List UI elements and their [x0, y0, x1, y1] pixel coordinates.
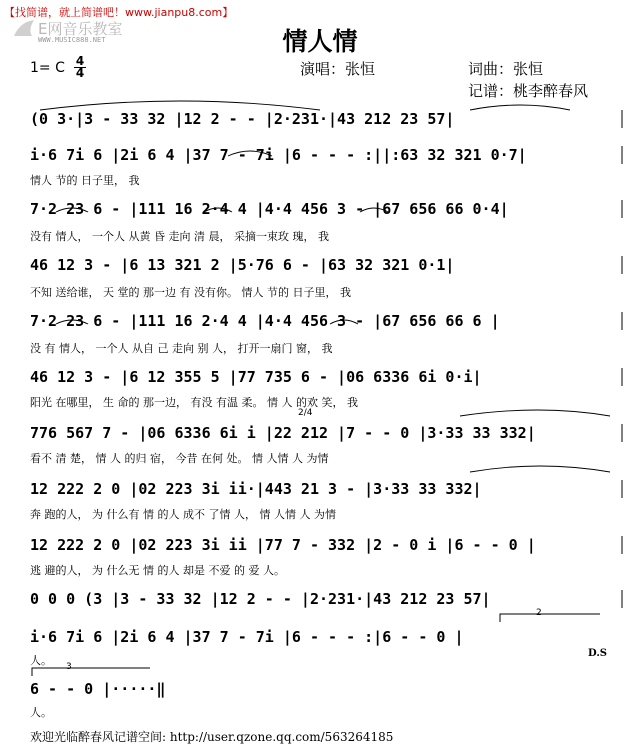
time-signature — [74, 56, 86, 79]
notation-row: 7·2 23 6 - |111 16 2·4 4 |4·4 456 3 - |67 656 66 6 | — [30, 312, 500, 330]
notation-row: 776 567 7 - |06 6336 6i i |22 212 |7 - - 0 |3·33 33 332| — [30, 424, 536, 442]
lyric-row: 阳光 在哪里， 生 命的 那一边， 有没 有温 柔。 情 人 的欢 笑， 我 — [30, 396, 358, 409]
time-change-marker: 2/4 — [298, 408, 313, 418]
lyric-row: 逃 避的人， 为 什么无 情 的人 却是 不爱 的 爱 人。 — [30, 564, 285, 577]
lyric-row: 情人 节的 日子里， 我 — [30, 174, 140, 187]
singer: 演唱：张恒 — [300, 60, 376, 78]
lyric-row: 没 有 情人， 一个人 从自 己 走向 别 人， 打开一扇门 窗， 我 — [30, 342, 333, 355]
notation-row: 12 222 2 0 |02 223 3i ii·|443 21 3 - |3·33 33 332| — [30, 480, 482, 498]
time-signature-bottom: 4 — [75, 66, 85, 80]
notation-row: 12 222 2 0 |02 223 3i ii |77 7 - 332 |2 - 0 i |6 - - 0 | — [30, 536, 536, 554]
notation-row: 0 0 0 (3 |3 - 33 32 |12 2 - - |2·231·|43 212 23 57| — [30, 590, 491, 608]
lyric-row: 奔 跑的人， 为 什么有 情 的人 成不 了情 人， 情 人情 人 为情 — [30, 508, 336, 521]
time-signature-top: 4 — [75, 54, 85, 68]
lyric-row: 没有 情人， 一个人 从黄 昏 走向 清 晨， 采摘一束玫 瑰， 我 — [30, 230, 329, 243]
watermark-url: WWW.MUSIC888.NET — [38, 36, 106, 44]
volta-three-label: 3 — [66, 662, 72, 672]
song-title: 情人情 — [282, 27, 358, 56]
watermark-text: E网音乐教室 — [38, 20, 123, 38]
transcriber: 记谱：桃李醉春风 — [468, 82, 589, 100]
lyric-row: 不知 送给谁， 天 堂的 那一边 有 没有你。 情人 节的 日子里， 我 — [30, 286, 351, 299]
composer: 词曲：张恒 — [468, 60, 544, 78]
notation-row: i·6 7i 6 |2i 6 4 |37 7 - 7i |6 - - - :|6 - - 0 | — [30, 628, 464, 646]
lyric-row: 人。 — [30, 654, 52, 667]
key-signature: 1= C — [30, 60, 65, 76]
notation-row: 46 12 3 - |6 13 321 2 |5·76 6 - |63 32 321 0·1| — [30, 256, 455, 274]
lyric-row: 看不 清 楚， 情 人 的归 宿， 今昔 在何 处。 情 人情 人 为情 — [30, 452, 329, 465]
notation-row: 46 12 3 - |6 12 355 5 |77 735 6 - |06 6336 6i 0·i| — [30, 368, 482, 386]
footer-credit: 欢迎光临醉春风记谱空间: http://user.qzone.qq.com/563264185 — [30, 730, 394, 744]
volta-two-label: 2 — [536, 608, 542, 618]
notation-row: (0 3·|3 - 33 32 |12 2 - - |2·231·|43 212 23 57| — [30, 110, 455, 128]
ds-marker: D.S — [588, 648, 608, 659]
notation-row: 6 - - 0 |·····‖ — [30, 680, 166, 698]
site-banner[interactable]: 【找简谱，就上简谱吧！www.jianpu8.com】 — [4, 6, 234, 19]
lyric-row: 人。 — [30, 706, 52, 719]
notation-row: i·6 7i 6 |2i 6 4 |37 7 - 7i |6 - - - :||:63 32 321 0·7| — [30, 146, 527, 164]
notation-row: 7·2 23 6 - |111 16 2·4 4 |4·4 456 3 - |67 656 66 0·4| — [30, 200, 509, 218]
